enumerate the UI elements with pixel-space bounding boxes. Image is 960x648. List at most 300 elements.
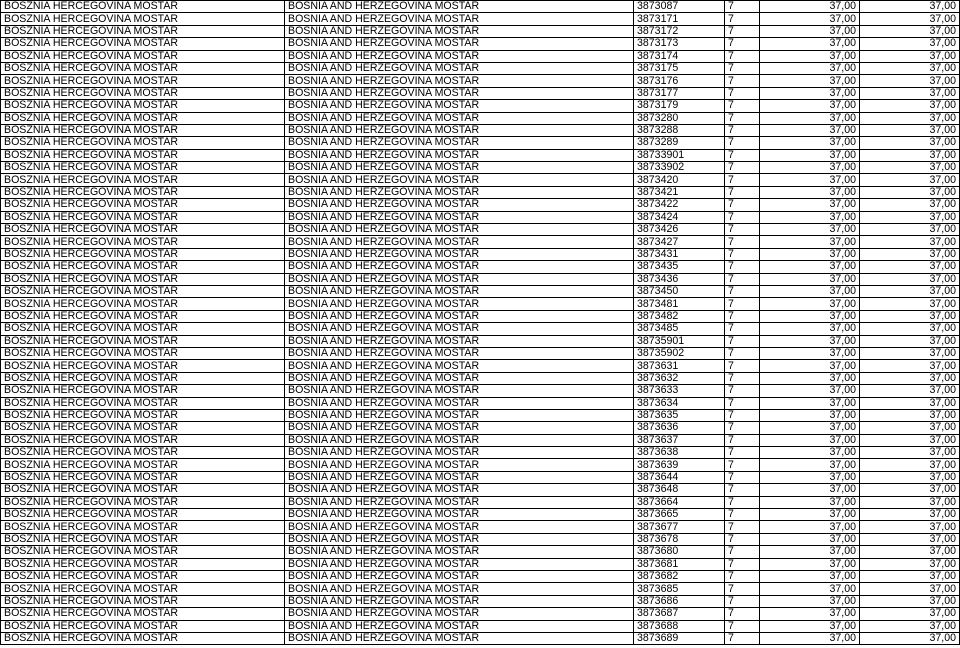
cell-name: BOSZNIA HERCEGOVINA MOSTAR	[1, 620, 285, 632]
cell-country: BOSNIA AND HERZEGOVINA MOSTAR	[285, 199, 634, 211]
cell-price: 37,00	[760, 509, 860, 521]
cell-code: 3873680	[634, 546, 725, 558]
table-row	[1, 38, 960, 50]
cell-code: 3873637	[634, 434, 725, 446]
cell-code: 3873681	[634, 558, 725, 570]
cell-code: 3873644	[634, 471, 725, 483]
cell-price: 37,00	[760, 632, 860, 644]
cell-name: BOSZNIA HERCEGOVINA MOSTAR	[1, 521, 285, 533]
cell-total: 37,00	[860, 608, 960, 620]
cell-total: 37,00	[860, 310, 960, 322]
cell-country: BOSNIA AND HERZEGOVINA MOSTAR	[285, 620, 634, 632]
table-row	[1, 347, 960, 359]
cell-quantity: 7	[725, 372, 760, 384]
cell-total: 37,00	[860, 273, 960, 285]
cell-code: 3873689	[634, 632, 725, 644]
cell-quantity: 7	[725, 620, 760, 632]
cell-country: BOSNIA AND HERZEGOVINA MOSTAR	[285, 385, 634, 397]
cell-name: BOSZNIA HERCEGOVINA MOSTAR	[1, 335, 285, 347]
cell-price: 37,00	[760, 447, 860, 459]
table-row	[1, 372, 960, 384]
cell-code: 38735902	[634, 347, 725, 359]
cell-total: 37,00	[860, 447, 960, 459]
table-row	[1, 310, 960, 322]
cell-price: 37,00	[760, 236, 860, 248]
cell-name: BOSZNIA HERCEGOVINA MOSTAR	[1, 224, 285, 236]
cell-quantity: 7	[725, 13, 760, 25]
cell-price: 37,00	[760, 62, 860, 74]
cell-code: 3873171	[634, 13, 725, 25]
cell-country: BOSNIA AND HERZEGOVINA MOSTAR	[285, 1, 634, 13]
cell-price: 37,00	[760, 149, 860, 161]
cell-price: 37,00	[760, 397, 860, 409]
cell-total: 37,00	[860, 137, 960, 149]
cell-quantity: 7	[725, 298, 760, 310]
cell-price: 37,00	[760, 124, 860, 136]
cell-quantity: 7	[725, 25, 760, 37]
cell-total: 37,00	[860, 509, 960, 521]
cell-name: BOSZNIA HERCEGOVINA MOSTAR	[1, 372, 285, 384]
cell-name: BOSZNIA HERCEGOVINA MOSTAR	[1, 298, 285, 310]
cell-code: 3873633	[634, 385, 725, 397]
cell-price: 37,00	[760, 25, 860, 37]
cell-country: BOSNIA AND HERZEGOVINA MOSTAR	[285, 273, 634, 285]
cell-code: 3873426	[634, 224, 725, 236]
cell-price: 37,00	[760, 595, 860, 607]
cell-quantity: 7	[725, 149, 760, 161]
cell-name: BOSZNIA HERCEGOVINA MOSTAR	[1, 174, 285, 186]
cell-name: BOSZNIA HERCEGOVINA MOSTAR	[1, 100, 285, 112]
cell-code: 3873175	[634, 62, 725, 74]
cell-country: BOSNIA AND HERZEGOVINA MOSTAR	[285, 38, 634, 50]
cell-total: 37,00	[860, 409, 960, 421]
cell-quantity: 7	[725, 521, 760, 533]
cell-quantity: 7	[725, 50, 760, 62]
cell-quantity: 7	[725, 608, 760, 620]
cell-quantity: 7	[725, 248, 760, 260]
cell-total: 37,00	[860, 124, 960, 136]
cell-price: 37,00	[760, 273, 860, 285]
cell-total: 37,00	[860, 372, 960, 384]
table-row	[1, 112, 960, 124]
cell-code: 3873639	[634, 459, 725, 471]
cell-quantity: 7	[725, 409, 760, 421]
cell-name: BOSZNIA HERCEGOVINA MOSTAR	[1, 25, 285, 37]
cell-code: 3873176	[634, 75, 725, 87]
cell-name: BOSZNIA HERCEGOVINA MOSTAR	[1, 1, 285, 13]
cell-name: BOSZNIA HERCEGOVINA MOSTAR	[1, 447, 285, 459]
cell-name: BOSZNIA HERCEGOVINA MOSTAR	[1, 583, 285, 595]
cell-name: BOSZNIA HERCEGOVINA MOSTAR	[1, 397, 285, 409]
cell-country: BOSNIA AND HERZEGOVINA MOSTAR	[285, 211, 634, 223]
cell-price: 37,00	[760, 335, 860, 347]
cell-quantity: 7	[725, 471, 760, 483]
cell-country: BOSNIA AND HERZEGOVINA MOSTAR	[285, 372, 634, 384]
cell-quantity: 7	[725, 422, 760, 434]
cell-country: BOSNIA AND HERZEGOVINA MOSTAR	[285, 521, 634, 533]
cell-price: 37,00	[760, 533, 860, 545]
cell-total: 37,00	[860, 211, 960, 223]
cell-quantity: 7	[725, 186, 760, 198]
cell-code: 3873665	[634, 509, 725, 521]
cell-country: BOSNIA AND HERZEGOVINA MOSTAR	[285, 608, 634, 620]
cell-quantity: 7	[725, 595, 760, 607]
cell-code: 3873174	[634, 50, 725, 62]
table-row	[1, 360, 960, 372]
cell-country: BOSNIA AND HERZEGOVINA MOSTAR	[285, 595, 634, 607]
table-row	[1, 632, 960, 644]
cell-name: BOSZNIA HERCEGOVINA MOSTAR	[1, 75, 285, 87]
table-row	[1, 397, 960, 409]
cell-price: 37,00	[760, 186, 860, 198]
cell-quantity: 7	[725, 211, 760, 223]
cell-total: 37,00	[860, 298, 960, 310]
table-row	[1, 484, 960, 496]
cell-country: BOSNIA AND HERZEGOVINA MOSTAR	[285, 298, 634, 310]
table-row	[1, 447, 960, 459]
cell-quantity: 7	[725, 285, 760, 297]
cell-code: 3873087	[634, 1, 725, 13]
table-row	[1, 224, 960, 236]
cell-name: BOSZNIA HERCEGOVINA MOSTAR	[1, 236, 285, 248]
table-row	[1, 273, 960, 285]
cell-price: 37,00	[760, 1, 860, 13]
cell-name: BOSZNIA HERCEGOVINA MOSTAR	[1, 285, 285, 297]
table-row	[1, 521, 960, 533]
table-row	[1, 533, 960, 545]
cell-code: 3873685	[634, 583, 725, 595]
cell-country: BOSNIA AND HERZEGOVINA MOSTAR	[285, 248, 634, 260]
cell-country: BOSNIA AND HERZEGOVINA MOSTAR	[285, 186, 634, 198]
cell-price: 37,00	[760, 112, 860, 124]
cell-code: 3873688	[634, 620, 725, 632]
table-row	[1, 62, 960, 74]
cell-quantity: 7	[725, 62, 760, 74]
cell-total: 37,00	[860, 285, 960, 297]
cell-code: 3873686	[634, 595, 725, 607]
cell-country: BOSNIA AND HERZEGOVINA MOSTAR	[285, 533, 634, 545]
cell-name: BOSZNIA HERCEGOVINA MOSTAR	[1, 87, 285, 99]
cell-code: 3873420	[634, 174, 725, 186]
cell-name: BOSZNIA HERCEGOVINA MOSTAR	[1, 211, 285, 223]
cell-price: 37,00	[760, 199, 860, 211]
cell-country: BOSNIA AND HERZEGOVINA MOSTAR	[285, 471, 634, 483]
cell-price: 37,00	[760, 248, 860, 260]
cell-name: BOSZNIA HERCEGOVINA MOSTAR	[1, 137, 285, 149]
cell-name: BOSZNIA HERCEGOVINA MOSTAR	[1, 162, 285, 174]
cell-name: BOSZNIA HERCEGOVINA MOSTAR	[1, 422, 285, 434]
table-row	[1, 471, 960, 483]
table-row	[1, 174, 960, 186]
cell-total: 37,00	[860, 632, 960, 644]
cell-price: 37,00	[760, 496, 860, 508]
cell-price: 37,00	[760, 471, 860, 483]
cell-country: BOSNIA AND HERZEGOVINA MOSTAR	[285, 261, 634, 273]
cell-country: BOSNIA AND HERZEGOVINA MOSTAR	[285, 87, 634, 99]
table-row	[1, 186, 960, 198]
cell-code: 3873638	[634, 447, 725, 459]
cell-quantity: 7	[725, 310, 760, 322]
table-row	[1, 335, 960, 347]
cell-quantity: 7	[725, 434, 760, 446]
cell-total: 37,00	[860, 25, 960, 37]
cell-code: 3873424	[634, 211, 725, 223]
cell-country: BOSNIA AND HERZEGOVINA MOSTAR	[285, 409, 634, 421]
cell-country: BOSNIA AND HERZEGOVINA MOSTAR	[285, 422, 634, 434]
cell-code: 3873485	[634, 323, 725, 335]
table-row	[1, 248, 960, 260]
cell-quantity: 7	[725, 38, 760, 50]
table-row	[1, 100, 960, 112]
cell-total: 37,00	[860, 62, 960, 74]
cell-country: BOSNIA AND HERZEGOVINA MOSTAR	[285, 75, 634, 87]
cell-quantity: 7	[725, 546, 760, 558]
cell-total: 37,00	[860, 174, 960, 186]
cell-code: 3873687	[634, 608, 725, 620]
cell-price: 37,00	[760, 211, 860, 223]
table-row	[1, 137, 960, 149]
cell-total: 37,00	[860, 248, 960, 260]
cell-country: BOSNIA AND HERZEGOVINA MOSTAR	[285, 397, 634, 409]
cell-total: 37,00	[860, 558, 960, 570]
table-row	[1, 409, 960, 421]
cell-code: 3873179	[634, 100, 725, 112]
cell-name: BOSZNIA HERCEGOVINA MOSTAR	[1, 62, 285, 74]
cell-country: BOSNIA AND HERZEGOVINA MOSTAR	[285, 149, 634, 161]
cell-total: 37,00	[860, 570, 960, 582]
cell-name: BOSZNIA HERCEGOVINA MOSTAR	[1, 38, 285, 50]
cell-quantity: 7	[725, 570, 760, 582]
cell-quantity: 7	[725, 632, 760, 644]
cell-code: 3873435	[634, 261, 725, 273]
cell-name: BOSZNIA HERCEGOVINA MOSTAR	[1, 434, 285, 446]
cell-country: BOSNIA AND HERZEGOVINA MOSTAR	[285, 25, 634, 37]
cell-quantity: 7	[725, 509, 760, 521]
cell-quantity: 7	[725, 533, 760, 545]
cell-quantity: 7	[725, 174, 760, 186]
cell-total: 37,00	[860, 112, 960, 124]
cell-name: BOSZNIA HERCEGOVINA MOSTAR	[1, 484, 285, 496]
table-row	[1, 236, 960, 248]
cell-total: 37,00	[860, 236, 960, 248]
cell-name: BOSZNIA HERCEGOVINA MOSTAR	[1, 199, 285, 211]
table-row	[1, 199, 960, 211]
cell-price: 37,00	[760, 620, 860, 632]
cell-total: 37,00	[860, 620, 960, 632]
cell-code: 3873431	[634, 248, 725, 260]
cell-price: 37,00	[760, 174, 860, 186]
cell-code: 3873635	[634, 409, 725, 421]
cell-total: 37,00	[860, 162, 960, 174]
cell-price: 37,00	[760, 422, 860, 434]
table-row	[1, 546, 960, 558]
table-row	[1, 459, 960, 471]
cell-quantity: 7	[725, 360, 760, 372]
cell-quantity: 7	[725, 124, 760, 136]
cell-country: BOSNIA AND HERZEGOVINA MOSTAR	[285, 484, 634, 496]
cell-name: BOSZNIA HERCEGOVINA MOSTAR	[1, 533, 285, 545]
cell-quantity: 7	[725, 558, 760, 570]
cell-code: 3873172	[634, 25, 725, 37]
cell-country: BOSNIA AND HERZEGOVINA MOSTAR	[285, 62, 634, 74]
cell-country: BOSNIA AND HERZEGOVINA MOSTAR	[285, 124, 634, 136]
cell-price: 37,00	[760, 434, 860, 446]
cell-total: 37,00	[860, 471, 960, 483]
cell-quantity: 7	[725, 236, 760, 248]
table-row	[1, 298, 960, 310]
cell-total: 37,00	[860, 75, 960, 87]
cell-name: BOSZNIA HERCEGOVINA MOSTAR	[1, 124, 285, 136]
cell-price: 37,00	[760, 224, 860, 236]
cell-country: BOSNIA AND HERZEGOVINA MOSTAR	[285, 236, 634, 248]
cell-name: BOSZNIA HERCEGOVINA MOSTAR	[1, 112, 285, 124]
cell-code: 3873682	[634, 570, 725, 582]
cell-name: BOSZNIA HERCEGOVINA MOSTAR	[1, 50, 285, 62]
table-row	[1, 385, 960, 397]
cell-name: BOSZNIA HERCEGOVINA MOSTAR	[1, 385, 285, 397]
cell-price: 37,00	[760, 285, 860, 297]
table-row	[1, 434, 960, 446]
cell-country: BOSNIA AND HERZEGOVINA MOSTAR	[285, 546, 634, 558]
cell-price: 37,00	[760, 583, 860, 595]
cell-total: 37,00	[860, 13, 960, 25]
cell-name: BOSZNIA HERCEGOVINA MOSTAR	[1, 496, 285, 508]
cell-country: BOSNIA AND HERZEGOVINA MOSTAR	[285, 13, 634, 25]
cell-price: 37,00	[760, 347, 860, 359]
cell-price: 37,00	[760, 385, 860, 397]
cell-quantity: 7	[725, 199, 760, 211]
table-row	[1, 558, 960, 570]
cell-quantity: 7	[725, 87, 760, 99]
cell-total: 37,00	[860, 87, 960, 99]
cell-country: BOSNIA AND HERZEGOVINA MOSTAR	[285, 347, 634, 359]
table-body	[1, 1, 960, 645]
cell-price: 37,00	[760, 162, 860, 174]
cell-quantity: 7	[725, 112, 760, 124]
cell-total: 37,00	[860, 347, 960, 359]
cell-country: BOSNIA AND HERZEGOVINA MOSTAR	[285, 459, 634, 471]
cell-country: BOSNIA AND HERZEGOVINA MOSTAR	[285, 558, 634, 570]
cell-price: 37,00	[760, 310, 860, 322]
cell-name: BOSZNIA HERCEGOVINA MOSTAR	[1, 409, 285, 421]
cell-quantity: 7	[725, 484, 760, 496]
cell-name: BOSZNIA HERCEGOVINA MOSTAR	[1, 310, 285, 322]
cell-total: 37,00	[860, 434, 960, 446]
table-row	[1, 261, 960, 273]
cell-name: BOSZNIA HERCEGOVINA MOSTAR	[1, 323, 285, 335]
cell-name: BOSZNIA HERCEGOVINA MOSTAR	[1, 13, 285, 25]
cell-total: 37,00	[860, 100, 960, 112]
table-row	[1, 285, 960, 297]
cell-quantity: 7	[725, 224, 760, 236]
cell-price: 37,00	[760, 521, 860, 533]
cell-price: 37,00	[760, 409, 860, 421]
table-row	[1, 1, 960, 13]
cell-price: 37,00	[760, 298, 860, 310]
cell-total: 37,00	[860, 199, 960, 211]
cell-total: 37,00	[860, 533, 960, 545]
table-row	[1, 50, 960, 62]
cell-country: BOSNIA AND HERZEGOVINA MOSTAR	[285, 112, 634, 124]
cell-name: BOSZNIA HERCEGOVINA MOSTAR	[1, 261, 285, 273]
cell-name: BOSZNIA HERCEGOVINA MOSTAR	[1, 248, 285, 260]
cell-country: BOSNIA AND HERZEGOVINA MOSTAR	[285, 50, 634, 62]
cell-country: BOSNIA AND HERZEGOVINA MOSTAR	[285, 100, 634, 112]
table-row	[1, 496, 960, 508]
table-row	[1, 162, 960, 174]
cell-quantity: 7	[725, 447, 760, 459]
cell-country: BOSNIA AND HERZEGOVINA MOSTAR	[285, 434, 634, 446]
cell-price: 37,00	[760, 100, 860, 112]
cell-quantity: 7	[725, 335, 760, 347]
cell-country: BOSNIA AND HERZEGOVINA MOSTAR	[285, 174, 634, 186]
cell-quantity: 7	[725, 273, 760, 285]
cell-price: 37,00	[760, 323, 860, 335]
cell-total: 37,00	[860, 1, 960, 13]
cell-code: 3873634	[634, 397, 725, 409]
table-row	[1, 608, 960, 620]
cell-quantity: 7	[725, 100, 760, 112]
cell-code: 3873289	[634, 137, 725, 149]
cell-name: BOSZNIA HERCEGOVINA MOSTAR	[1, 459, 285, 471]
table-row	[1, 570, 960, 582]
cell-quantity: 7	[725, 261, 760, 273]
cell-code: 3873177	[634, 87, 725, 99]
cell-country: BOSNIA AND HERZEGOVINA MOSTAR	[285, 447, 634, 459]
cell-country: BOSNIA AND HERZEGOVINA MOSTAR	[285, 335, 634, 347]
table-row	[1, 620, 960, 632]
cell-total: 37,00	[860, 521, 960, 533]
cell-price: 37,00	[760, 50, 860, 62]
cell-quantity: 7	[725, 496, 760, 508]
cell-quantity: 7	[725, 162, 760, 174]
cell-price: 37,00	[760, 13, 860, 25]
cell-price: 37,00	[760, 87, 860, 99]
cell-country: BOSNIA AND HERZEGOVINA MOSTAR	[285, 583, 634, 595]
cell-quantity: 7	[725, 347, 760, 359]
cell-country: BOSNIA AND HERZEGOVINA MOSTAR	[285, 360, 634, 372]
cell-total: 37,00	[860, 583, 960, 595]
cell-code: 3873648	[634, 484, 725, 496]
cell-name: BOSZNIA HERCEGOVINA MOSTAR	[1, 347, 285, 359]
cell-price: 37,00	[760, 137, 860, 149]
cell-quantity: 7	[725, 385, 760, 397]
cell-total: 37,00	[860, 496, 960, 508]
cell-country: BOSNIA AND HERZEGOVINA MOSTAR	[285, 632, 634, 644]
cell-total: 37,00	[860, 385, 960, 397]
table-row	[1, 75, 960, 87]
cell-code: 38733901	[634, 149, 725, 161]
cell-name: BOSZNIA HERCEGOVINA MOSTAR	[1, 471, 285, 483]
cell-code: 38733902	[634, 162, 725, 174]
cell-country: BOSNIA AND HERZEGOVINA MOSTAR	[285, 509, 634, 521]
table-row	[1, 13, 960, 25]
cell-code: 3873288	[634, 124, 725, 136]
cell-quantity: 7	[725, 583, 760, 595]
table-row	[1, 422, 960, 434]
cell-name: BOSZNIA HERCEGOVINA MOSTAR	[1, 186, 285, 198]
cell-country: BOSNIA AND HERZEGOVINA MOSTAR	[285, 224, 634, 236]
cell-quantity: 7	[725, 137, 760, 149]
cell-code: 3873280	[634, 112, 725, 124]
cell-price: 37,00	[760, 570, 860, 582]
cell-code: 3873632	[634, 372, 725, 384]
cell-code: 3873421	[634, 186, 725, 198]
cell-total: 37,00	[860, 397, 960, 409]
cell-country: BOSNIA AND HERZEGOVINA MOSTAR	[285, 496, 634, 508]
cell-total: 37,00	[860, 422, 960, 434]
table-row	[1, 583, 960, 595]
